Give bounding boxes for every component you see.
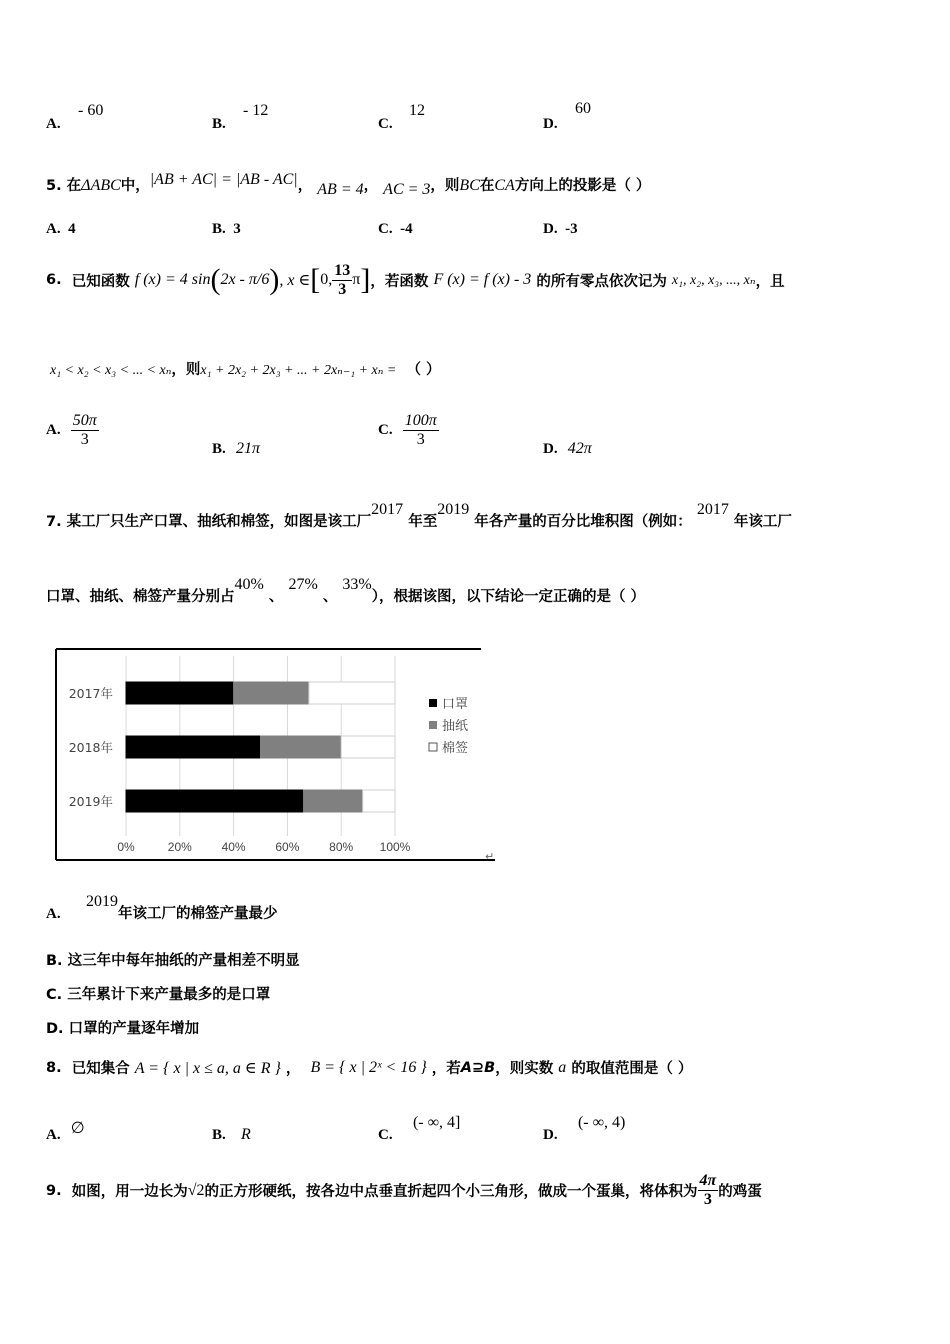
q5-option-a: A. 4 xyxy=(46,221,76,237)
q6-option-c: C. $\frac{100\pi}{3}$ xyxy=(378,412,437,448)
q6-option-a: A. $\frac{50\pi}{3}$ xyxy=(46,412,97,448)
q5-option-c: C. -4 xyxy=(378,221,413,237)
math-triangle: ΔABC xyxy=(81,177,121,194)
bar-segment-棉签 xyxy=(309,682,395,704)
math-bc: BC xyxy=(459,177,480,194)
x-tick-label: 60% xyxy=(275,840,300,854)
question-number: 9. xyxy=(46,1182,62,1199)
q9-stem: 9. 如图，用一边长为 √2 的正方形硬纸，按各边中点垂直折起四个小三角形，做成一个蛋巢，将体积为 $\frac{4\pi}{3}$ 的鸡蛋 xyxy=(46,1172,762,1208)
math-f: f (x) = 4 sin xyxy=(134,271,211,288)
math-ca: CA xyxy=(494,177,515,194)
bar-segment-口罩 xyxy=(126,736,261,758)
question-number: 5. xyxy=(46,178,62,194)
q7-option-d: D. 口罩的产量逐年增加 xyxy=(46,1021,200,1037)
q4-option-b-label: B. xyxy=(212,116,226,132)
question-number: 6. xyxy=(46,272,62,288)
q4-option-c-label: C. xyxy=(378,116,393,132)
bar-segment-抽纸 xyxy=(304,790,363,812)
q7-stem-line2: 口罩、抽纸、棉签产量分别占40% 、 27% 、 33%），根据该图，以下结论一定正确的是（ ） xyxy=(46,576,646,605)
legend-swatch xyxy=(429,721,437,729)
q6-stem-line1: 6. 已知函数 f (x) = 4 sin ( 2x - π/6 ) , x ∈ [ 0, $\frac{13}{3}$ π ] ，若函数 F (x) = f (x) - 3 的所有零点依次记为 x₁, x₂, x₃, ..., xₙ ，且 xyxy=(46,261,785,298)
x-tick-label: 80% xyxy=(329,840,354,854)
question-number: 8. xyxy=(46,1059,62,1076)
math-F: F (x) = f (x) - 3 xyxy=(433,271,532,288)
q7-option-b: B. 这三年中每年抽纸的产量相差不明显 xyxy=(46,953,300,969)
bar-segment-棉签 xyxy=(341,736,395,758)
q7-option-c: C. 三年累计下来产量最多的是口罩 xyxy=(46,987,271,1003)
math-ab: AB = 4 xyxy=(317,181,364,198)
question-number: 7. xyxy=(46,514,62,530)
legend-swatch xyxy=(429,699,437,707)
x-tick-label: 100% xyxy=(379,840,411,854)
math-order: x₁ < x₂ < x₃ < ... < xₙ xyxy=(50,363,172,378)
legend-label: 口罩 xyxy=(442,697,469,712)
x-tick-label: 40% xyxy=(221,840,246,854)
q6-stem-line2: x₁ < x₂ < x₃ < ... < xₙ，则x₁ + 2x₂ + 2x₃ + ... + 2xₙ₋₁ + xₙ = （ ） xyxy=(50,362,441,378)
math-set-a: A = { x | x ≤ a, a ∈ R } xyxy=(134,1059,281,1077)
legend-label: 抽纸 xyxy=(442,719,469,734)
q5-option-d: D. -3 xyxy=(543,221,578,237)
return-mark: ↵ xyxy=(485,850,495,863)
math-arg: 2x - π/6 xyxy=(220,271,270,288)
x-tick-label: 0% xyxy=(117,840,135,854)
math-ac: AC = 3 xyxy=(383,181,431,198)
y-category-label: 2019年 xyxy=(68,794,113,809)
bar-segment-抽纸 xyxy=(261,736,342,758)
q4-option-a-value: - 60 xyxy=(78,102,104,119)
q8-option-a: A. ∅ xyxy=(46,1120,85,1143)
bar-segment-口罩 xyxy=(126,790,304,812)
bar-segment-棉签 xyxy=(363,790,395,812)
q8-option-c: C. (- ∞, 4] xyxy=(378,1114,461,1143)
legend-swatch xyxy=(429,743,437,751)
math-sqrt2: √2 xyxy=(187,1181,205,1199)
fraction-4pi-3: $\frac{4\pi}{3}$ xyxy=(699,1172,717,1208)
q4-option-a-label: A. xyxy=(46,116,61,132)
x-tick-label: 20% xyxy=(167,840,192,854)
math-sum: x₁ + 2x₂ + 2x₃ + ... + 2xₙ₋₁ + xₙ = xyxy=(200,363,397,378)
q8-option-d: D. (- ∞, 4) xyxy=(543,1114,626,1143)
bar-segment-抽纸 xyxy=(234,682,309,704)
legend-label: 棉签 xyxy=(442,741,469,756)
q7-option-a: A. 2019 年该工厂的棉签产量最少 xyxy=(46,893,278,922)
fraction-13-3: $\frac{13}{3}$ xyxy=(334,261,351,298)
q8-stem: 8. 已知集合 A = { x | x ≤ a, a ∈ R } ， B = { x | 2ˣ < 16 } ，若 A⊇B ，则实数 a 的取值范围是（ ） xyxy=(46,1058,693,1077)
q5-option-b: B. 3 xyxy=(212,221,241,237)
q4-option-c-value: 12 xyxy=(409,102,425,119)
q4-option-d-value: 60 xyxy=(575,100,591,117)
math-vector-norm: |AB + AC| = |AB - AC| xyxy=(149,171,298,188)
q4-option-b-value: - 12 xyxy=(243,102,269,119)
q8-option-b: B. R xyxy=(212,1126,251,1143)
stacked-bar-chart xyxy=(55,648,495,864)
math-zeros: x₁, x₂, x₃, ..., xₙ xyxy=(671,272,756,288)
bar-segment-口罩 xyxy=(126,682,234,704)
math-set-b: B = { x | 2ˣ < 16 } xyxy=(310,1058,427,1076)
q7-stem-line1: 7. 某工厂只生产口罩、抽纸和棉签，如图是该工厂2017 年至2019 年各产量的百分比堆积图（例如： 2017 年该工厂 xyxy=(46,501,792,530)
q6-option-b: B. 21π xyxy=(212,440,260,457)
y-category-label: 2018年 xyxy=(68,740,113,755)
y-category-label: 2017年 xyxy=(68,686,113,701)
q4-option-d-label: D. xyxy=(543,116,558,132)
q6-option-d: D. 42π xyxy=(543,440,592,457)
q5-stem: 5. 在ΔABC中，|AB + AC| = |AB - AC|， AB = 4， AC = 3，则BC在CA方向上的投影是（ ） xyxy=(46,171,651,198)
